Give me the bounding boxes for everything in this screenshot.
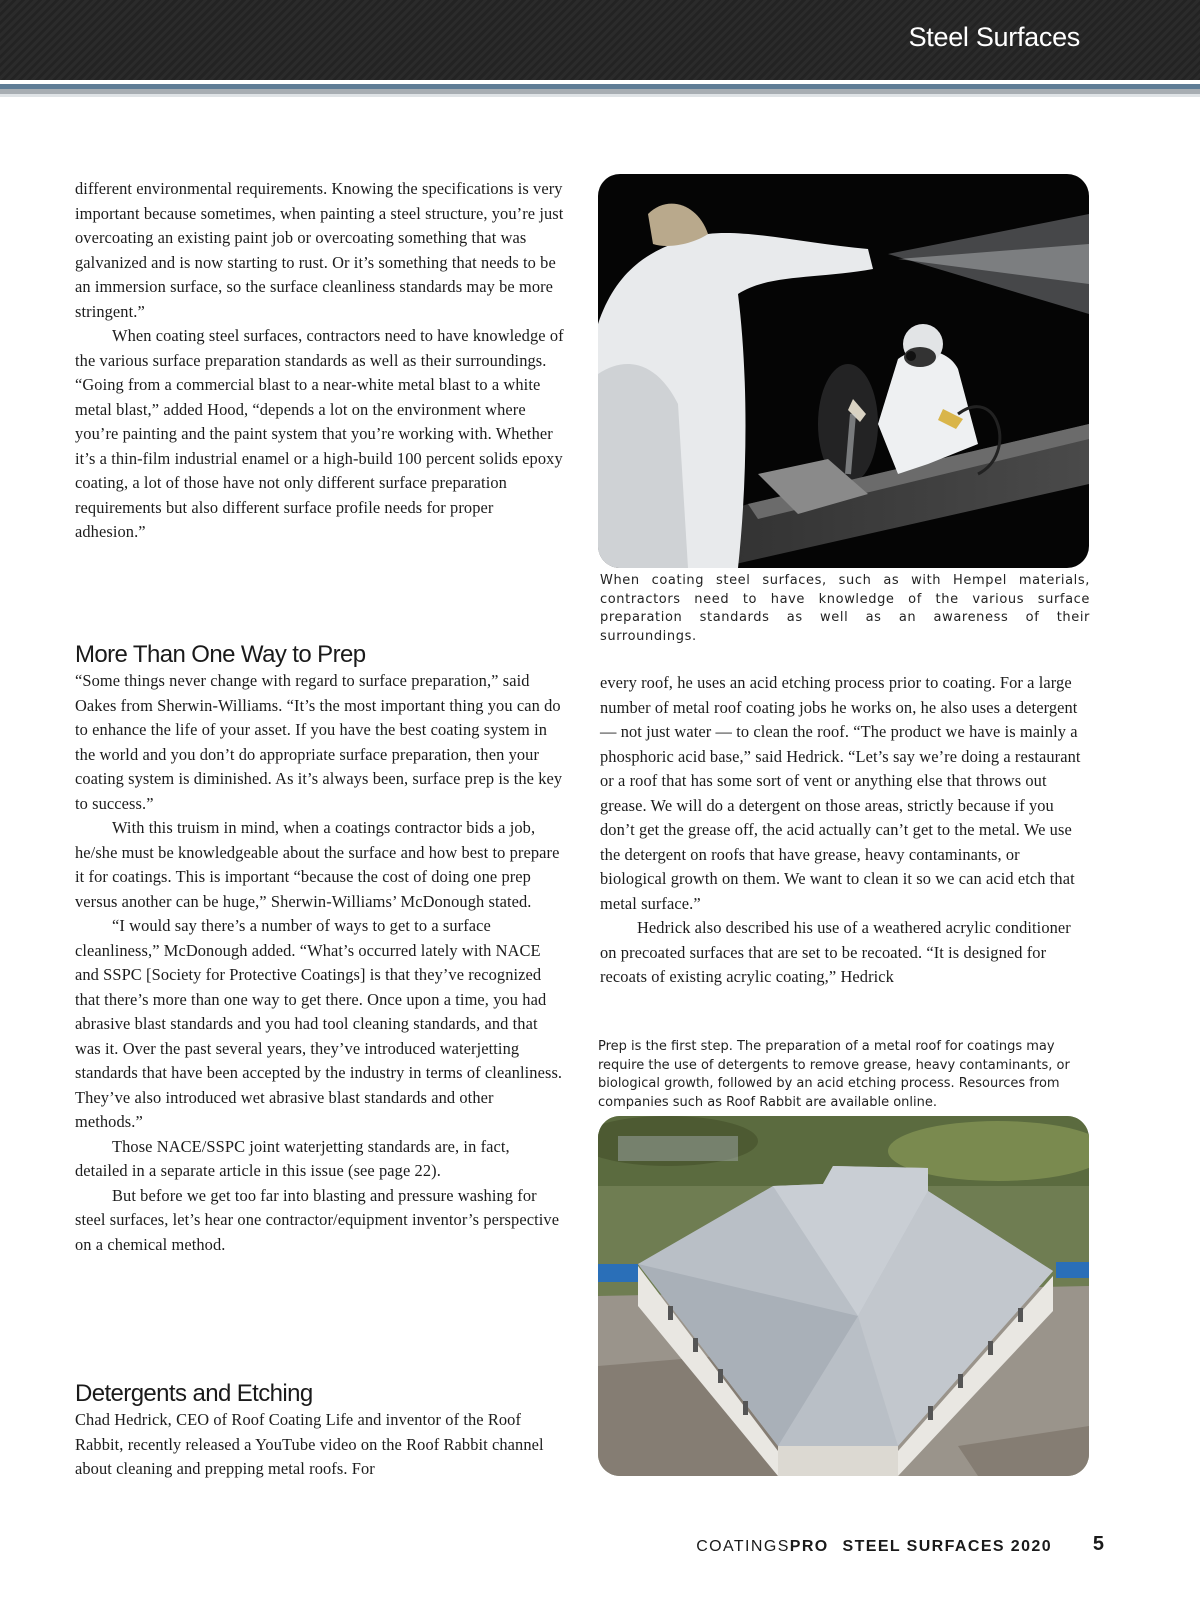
- body-paragraph: every roof, he uses an acid etching process prior to coating. For a large number of metal roof coating jobs he works on, he also uses a detergent — not just water — to clean the roof. “The product we have is mainly a phosphoric acid base,” said Hedrick. “Let’s say we’re doing a restaurant or a roof that has some sort of vent or anything else that throws out grease. We will do a detergent on those areas, strictly because if you don’t get the grease off, the acid actually can’t get to the metal. We use the detergent on roofs that have grease, heavy contaminants, or biological growth on them. We want to clean it so we can acid etch that metal surface.”: [600, 673, 1081, 913]
- photo-spray-coating: [598, 174, 1089, 568]
- page-footer: [696, 1538, 1052, 1556]
- body-paragraph: Hedrick also described his use of a weathered acrylic conditioner on precoated surfaces that are set to be recoated. “It is designed for recoats of existing acrylic coating,” Hedrick: [600, 918, 1071, 986]
- body-paragraph: Chad Hedrick, CEO of Roof Coating Life and inventor of the Roof Rabbit, recently released a YouTube video on the Roof Rabbit channel about cleaning and prepping metal roofs. For: [75, 1410, 544, 1478]
- body-paragraph: Those NACE/SSPC joint waterjetting standards are, in fact, detailed in a separate article in this issue (see page 22).: [75, 1136, 510, 1180]
- page-number: 5: [1092, 1533, 1104, 1555]
- section-heading: More Than One Way to Prep: [75, 641, 366, 668]
- page-header: [0, 0, 1200, 80]
- publication-brand-bold: PRO: [789, 1538, 829, 1555]
- section-prep: [75, 641, 565, 1257]
- photo-caption: Prep is the first step. The preparation of a metal roof for coatings may require the use of detergents to remove grease, heavy contaminants, or biological growth, followed by an acid etching process. Resources from companies such as Roof Rabbit are available online.: [598, 1039, 1070, 1110]
- section-title: Steel Surfaces: [908, 22, 1080, 52]
- right-column: [600, 671, 1090, 990]
- body-paragraph: “Some things never change with regard to surface preparation,” said Oakes from Sherwin-Williams. “It’s the most important thing you can do to enhance the life of your asset. If you have the best coating system in the world and you don’t do appropriate surface preparation, then your coating system is diminished. As it’s always been, surface prep is the key to success.”: [75, 671, 563, 813]
- body-paragraph: But before we get too far into blasting and pressure washing for steel surfaces, let’s hear one contractor/equipment inventor’s perspective on a chemical method.: [75, 1185, 560, 1254]
- spray-worker-image: [598, 174, 1089, 568]
- body-paragraph: “I would say there’s a number of ways to get to a surface cleanliness,” McDonough added. “What’s occurred lately with NACE and SSPC [Society for Protective Coatings] is that they’ve recognized that there’s more than one way to get there. Once upon a time, you had abrasive blast standards and you had tool cleaning standards, and that was it. Over the past several years, they’ve introduced waterjetting standards that have been accepted by the industry in terms of cleanliness. They’ve also introduced wet abrasive blast standards and other methods.”: [75, 916, 563, 1131]
- photo-metal-roof: [598, 1116, 1089, 1476]
- body-paragraph: different environmental requirements. Knowing the specifications is very important because sometimes, when painting a steel structure, you’re just overcoating an existing paint job or overcoating something that was galvanized and is now starting to rust. Or it’s something that needs to be an immersion surface, so the surface cleanliness standards may be more stringent.”: [75, 179, 564, 321]
- body-paragraph: With this truism in mind, when a coatings contractor bids a job, he/she must be knowledgeable about the surface and how best to prepare it for coatings. This is important “because the cost of doing one prep versus another can be huge,” Sherwin-Williams’ McDonough stated.: [75, 818, 560, 911]
- issue-title: STEEL SURFACES 2020: [842, 1538, 1052, 1555]
- section-detergents: [75, 1380, 565, 1482]
- left-column-top: [75, 177, 565, 545]
- body-paragraph: When coating steel surfaces, contractors need to have knowledge of the various surface preparation standards as well as their surroundings. “Going from a commercial blast to a near-white metal blast to a white metal blast,” added Hood, “depends a lot on the environment where you’re painting and the paint system that you’re working with. Whether it’s a thin-film industrial enamel or a high-build 100 percent solids epoxy coating, a lot of those have not only different surface preparation requirements but also different surface profile needs for proper adhesion.”: [75, 326, 564, 541]
- publication-brand-light: COATINGS: [696, 1538, 790, 1555]
- section-heading: Detergents and Etching: [75, 1380, 313, 1407]
- header-rule-light: [0, 94, 1200, 97]
- aerial-roof-image: [598, 1116, 1089, 1476]
- photo-caption: When coating steel surfaces, such as with Hempel materials, contractors need to have knowledge of the various surface preparation standards as well as an awareness of their surroundings.: [600, 573, 1090, 644]
